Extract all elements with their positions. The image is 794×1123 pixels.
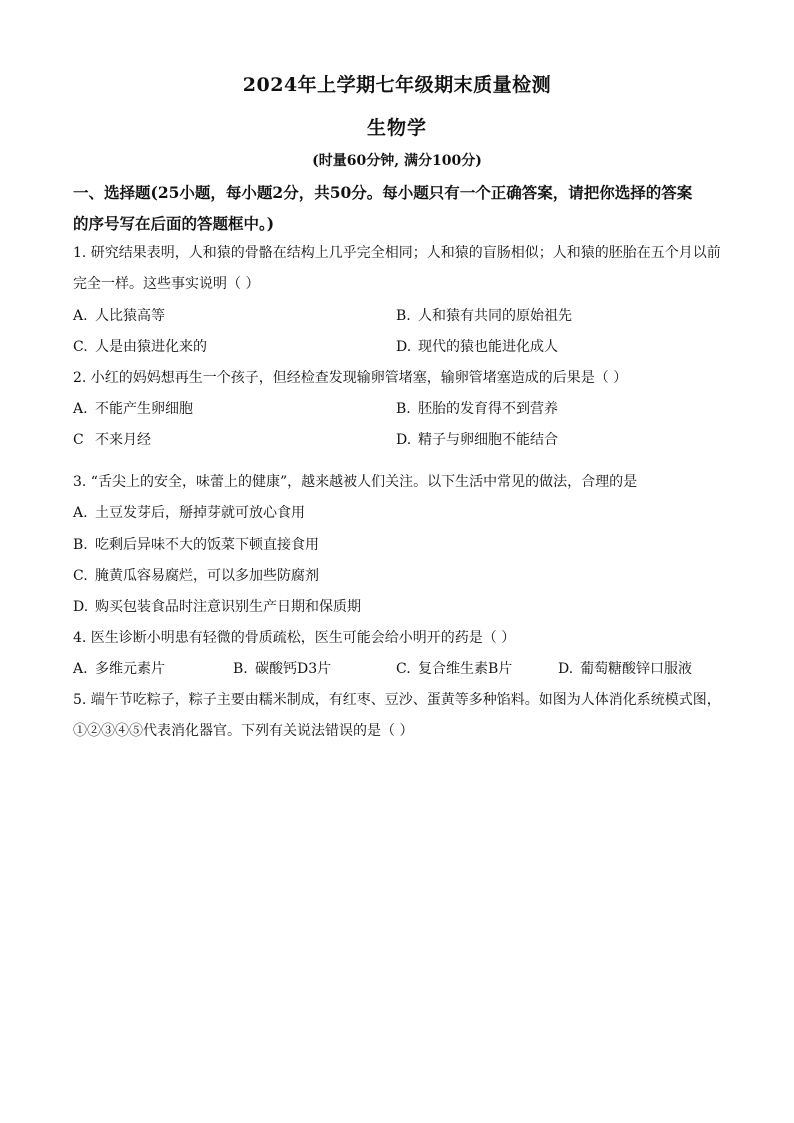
question-1-option-a (73, 306, 165, 326)
question-1-stem-line2: 完全一样。这些事实说明（ ） (73, 276, 260, 292)
question-3-option-c (73, 566, 319, 586)
option-text: 土豆发芽后，掰掉芽就可放心食用 (95, 505, 305, 521)
question-1-option-b (396, 306, 572, 326)
option-text: 人比猿高等 (95, 308, 165, 324)
option-text: 不能产生卵细胞 (95, 401, 193, 417)
question-1-stem-line1: 1. 研究结果表明，人和猿的骨骼在结构上几乎完全相同；人和猿的盲肠相似；人和猿的胚胎在五个月以前 (73, 245, 721, 261)
option-letter: A. (73, 661, 88, 677)
question-4-stem: 4. 医生诊断小明患有轻微的骨质疏松，医生可能会给小明开的药是（ ） (73, 630, 516, 646)
question-2-option-d (396, 430, 558, 450)
option-letter: C (73, 432, 84, 448)
question-3-stem: 3. “舌尖上的安全，味蕾上的健康”，越来越被人们关注。以下生活中常见的做法，合理的是 (73, 474, 638, 490)
question-5-stem-line2: ①②③④⑤代表消化器官。下列有关说法错误的是（ ） (73, 723, 414, 739)
question-3-option-b (73, 535, 319, 555)
option-text: 葡萄糖酸锌口服液 (580, 661, 692, 677)
option-letter: D. (396, 339, 412, 355)
option-text: 多维元素片 (95, 661, 165, 677)
question-1-option-d (396, 337, 558, 357)
option-letter: C. (73, 568, 88, 584)
option-letter: B. (233, 661, 248, 677)
question-4-option-b (233, 659, 331, 679)
option-letter: C. (73, 339, 88, 355)
option-text: 吃剩后异味不大的饭菜下顿直接食用 (95, 537, 319, 553)
question-2-option-b (396, 399, 558, 419)
option-letter: D. (396, 432, 412, 448)
subject-title: 生物学 (366, 117, 427, 139)
option-text: 腌黄瓜容易腐烂，可以多加些防腐剂 (95, 568, 319, 584)
option-letter: B. (396, 401, 411, 417)
option-text: 不来月经 (95, 432, 151, 448)
section-heading-line2: 的序号写在后面的答题框中。) (73, 214, 275, 233)
question-4-option-c (396, 659, 512, 679)
option-letter: D. (73, 599, 89, 615)
option-text: 胚胎的发育得不到营养 (418, 401, 558, 417)
section-heading-line1: 一、选择题(25小题，每小题2分，共50分。每小题只有一个正确答案，请把你选择的答案 (73, 183, 693, 202)
option-letter: A. (73, 505, 88, 521)
option-text: 现代的猿也能进化成人 (418, 339, 558, 355)
option-text: 人和猿有共同的原始祖先 (418, 308, 572, 324)
option-letter: B. (396, 308, 411, 324)
option-text: 人是由猿进化来的 (95, 339, 207, 355)
question-3-option-d (73, 597, 361, 617)
option-letter: B. (73, 537, 88, 553)
question-1-option-c (73, 337, 207, 357)
option-letter: A. (73, 401, 88, 417)
question-3-option-a (73, 503, 305, 523)
option-text: 精子与卵细胞不能结合 (418, 432, 558, 448)
question-5-stem-line1: 5. 端午节吃粽子，粽子主要由糯米制成，有红枣、豆沙、蛋黄等多种馅料。如图为人体消化系统模式图， (73, 692, 721, 708)
question-4-option-a (73, 659, 165, 679)
option-text: 购买包装食品时注意识别生产日期和保质期 (95, 599, 361, 615)
option-letter: A. (73, 308, 88, 324)
question-2-option-a (73, 399, 193, 419)
question-4-option-d (558, 659, 692, 679)
exam-info: (时量60分钟, 满分100分) (312, 153, 482, 169)
question-2-stem: 2. 小红的妈妈想再生一个孩子，但经检查发现输卵管堵塞，输卵管堵塞造成的后果是（ ） (73, 370, 628, 386)
exam-title: 2024年上学期七年级期末质量检测 (242, 74, 552, 96)
option-text: 复合维生素B片 (418, 661, 513, 677)
question-2-option-c (73, 430, 151, 450)
option-letter: D. (558, 661, 574, 677)
option-letter: C. (396, 661, 411, 677)
option-text: 碳酸钙D3片 (255, 661, 332, 677)
